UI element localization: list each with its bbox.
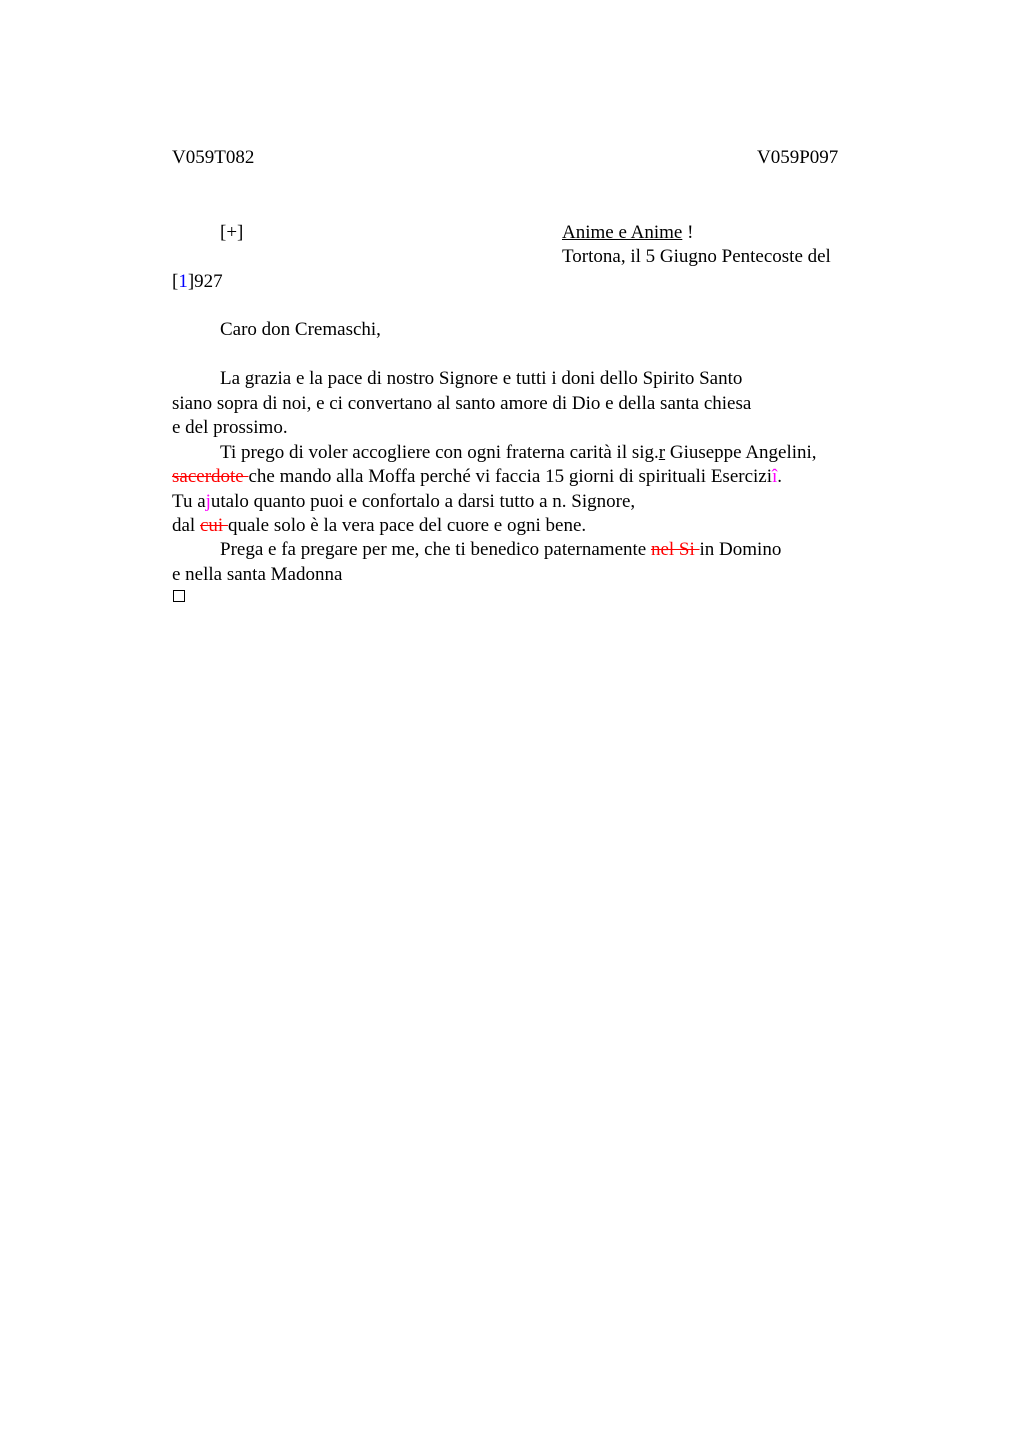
inserted-letter: î: [772, 466, 778, 487]
p2-l4-text: dal: [172, 515, 200, 536]
deleted-words: nel Si: [650, 539, 700, 560]
motto: [562, 221, 693, 245]
paragraph-2-line-4: [172, 514, 586, 538]
paragraph-3-line-1: [220, 538, 781, 562]
paragraph-2-line-2: [172, 465, 782, 489]
paragraph-1-line-2: siano sopra di noi, e ci convertano al santo amore di Dio e della santa chiesa: [172, 393, 752, 414]
cross-mark: [+]: [220, 222, 244, 243]
deleted-word: cui: [199, 515, 228, 536]
p2-l1-text: Ti prego di voler accogliere con ogni fraterna carità il sig.: [220, 442, 659, 463]
place-date: Tortona, il 5 Giugno Pentecoste del: [562, 246, 831, 267]
document-code-left: V059T082: [172, 147, 255, 168]
p2-l2-end: .: [777, 466, 783, 487]
p3-l1-text: Prega e fa pregare per me, che ti benedico paternamente: [220, 539, 651, 560]
year-inserted-digit: 1: [178, 271, 188, 292]
inserted-letter: j: [205, 491, 211, 512]
paragraph-1-line-3: e del prossimo.: [172, 417, 288, 438]
p2-l3-text: Tu a: [172, 491, 206, 512]
empty-square-icon: [173, 590, 185, 602]
year-line: [172, 270, 223, 294]
motto-underlined: Anime e Anime: [562, 222, 683, 243]
p2-l1-superscript: r: [658, 442, 666, 463]
year-open: [: [172, 271, 179, 292]
year-rest: ]927: [187, 271, 223, 292]
document-code-right: V059P097: [757, 147, 839, 168]
deleted-word: sacerdote: [172, 466, 249, 487]
p2-l1-text-end: Giuseppe Angelini,: [665, 442, 817, 463]
paragraph-3-line-2: e nella santa Madonna: [172, 564, 343, 585]
paragraph-2-line-1: [220, 441, 817, 465]
p2-l4-text-end: quale solo è la vera pace del cuore e ogni bene.: [227, 515, 587, 536]
p3-l1-text-end: in Domino: [699, 539, 782, 560]
p2-l3-text-end: utalo quanto puoi e confortalo a darsi tutto a n. Signore,: [210, 491, 636, 512]
salutation: Caro don Cremaschi,: [220, 319, 381, 340]
paragraph-1-line-1: La grazia e la pace di nostro Signore e tutti i doni dello Spirito Santo: [220, 368, 743, 389]
p2-l2-text: che mando alla Moffa perché vi faccia 15 giorni di spirituali Esercizi: [248, 466, 773, 487]
motto-end: !: [682, 222, 694, 243]
paragraph-2-line-3: [172, 490, 635, 514]
